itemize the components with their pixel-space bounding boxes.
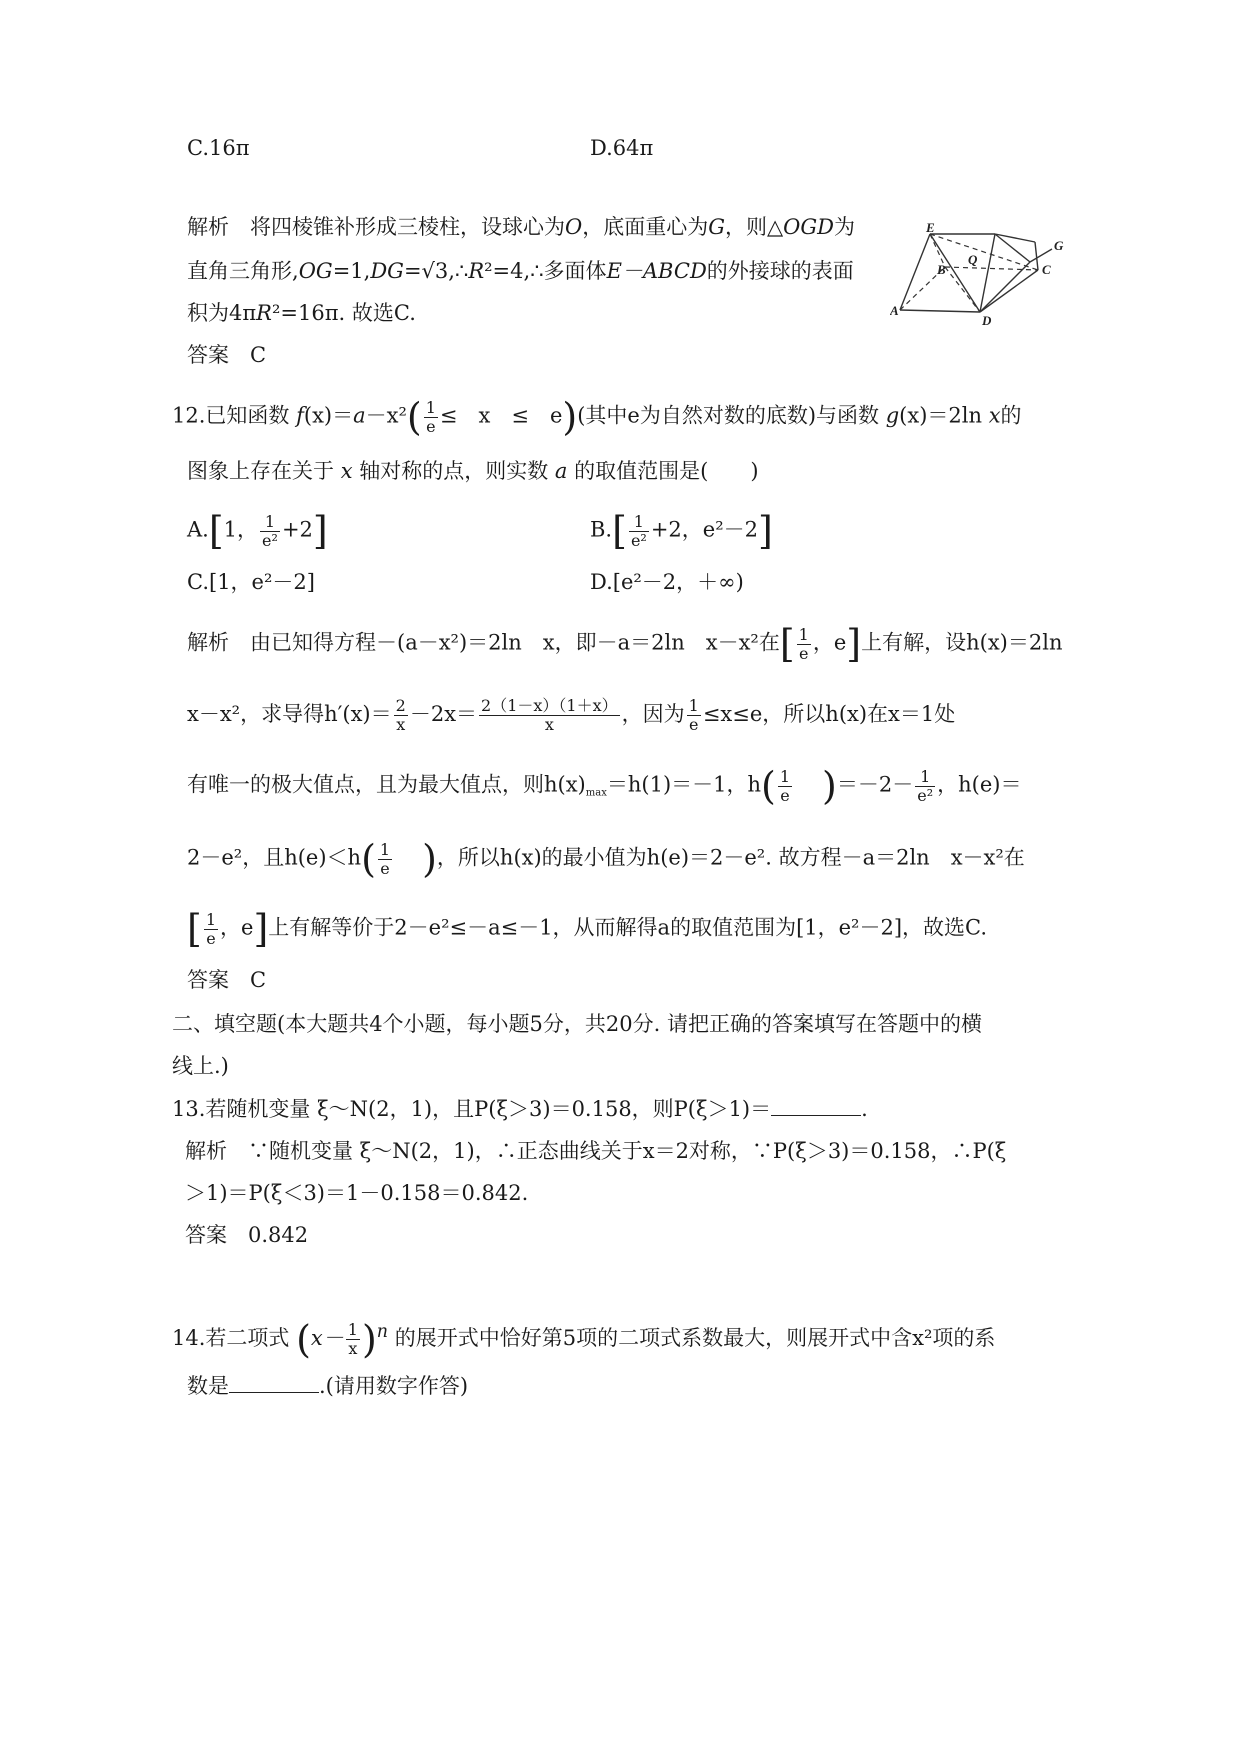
q12-option-a: A.[1， $\frac{1}{\text{e²}}$ +2]: [187, 509, 328, 553]
q12-stem-line-1: 12.已知函数 f(x)＝a－x²( $\frac{1}{e}$ ≤ x ≤ e)(其中e为自然对数的底数)与函数 g(x)＝2ln x的: [172, 395, 1022, 439]
label-D: D: [982, 313, 992, 328]
q13-answer: 答案 0.842: [185, 1223, 309, 1247]
q12-solution-line-2: x－x²，求导得h′(x)＝ $\frac{2}{x}$ －2x＝ $\frac{2(1-x)(1+x)}{x}$ ，因为 $\frac{1}{e}$ ≤x≤e，所以h(x)在x＝1处: [187, 696, 956, 734]
q11-solution-line-1: 解析 将四棱锥补形成三棱柱，设球心为O，底面重心为G，则△OGD为: [187, 215, 855, 239]
q11-answer: 答案 C: [187, 343, 267, 367]
q13-stem: 13.若随机变量 ξ～N(2，1)，且P(ξ＞3)＝0.158，则P(ξ＞1)＝ .: [172, 1097, 868, 1121]
label-G: G: [1054, 238, 1064, 253]
label-B: B: [937, 262, 946, 277]
prism-figure: [890, 222, 1090, 362]
option-d: D.64π: [590, 136, 654, 160]
q12-answer: 答案 C: [187, 968, 267, 992]
label-E: E: [926, 222, 935, 235]
q11-solution-line-2: 直角三角形,OG=1,DG=√3,∴R²=4,∴多面体E－ABCD的外接球的表面: [187, 259, 854, 283]
q13-solution-line-1: 解析 ∵随机变量 ξ～N(2，1)，∴正态曲线关于x＝2对称，∵P(ξ＞3)＝0.158，∴P(ξ: [185, 1139, 1007, 1163]
label-A: A: [890, 303, 899, 318]
section-2-heading-line-2: 线上.): [172, 1054, 229, 1078]
q14-stem-line-2: 数是 .(请用数字作答): [187, 1374, 469, 1398]
option-c: C.16π: [187, 136, 250, 160]
q12-solution-line-1: 解析 由已知得方程－(a－x²)＝2ln x，即－a＝2ln x－x²在[ $\frac{1}{e}$ ，e]上有解，设h(x)＝2ln: [187, 622, 1063, 666]
q12-solution-line-4: 2－e²，且h(e)＜h( $\frac{1}{e}$ )，所以h(x)的最小值为h(e)＝2－e². 故方程－a＝2ln x－x²在: [187, 837, 1025, 881]
q12-option-d: D.[e²－2，＋∞): [590, 570, 744, 594]
label-C: C: [1042, 262, 1051, 277]
q11-solution-line-3: 积为4πR²=16π. 故选C.: [187, 301, 416, 325]
q12-option-b: B.[ $\frac{1}{\text{e²}}$ +2，e²－2]: [590, 509, 773, 553]
q12-solution-line-3: 有唯一的极大值点，且为最大值点，则$h(x)_{max}=h(1)=-1$，h( $\frac{1}{e}$ )＝－2－ $\frac{1}{\text{e²}}$ ，h(e)＝: [187, 764, 1022, 808]
q14-stem-line-1: 14.若二项式 (x－ $\frac{1}{x}$ )$^n$ 的展开式中恰好第5项的二项式系数最大，则展开式中含x²项的系: [172, 1317, 996, 1362]
q12-solution-line-5: [ $\frac{1}{e}$ ，e]上有解等价于2－e²≤－a≤－1，从而解得a的取值范围为[1，e²－2]，故选C.: [187, 907, 988, 951]
q12-stem-line-2: 图象上存在关于 x 轴对称的点，则实数 a 的取值范围是( ): [187, 459, 759, 483]
section-2-heading-line-1: 二、填空题(本大题共4个小题，每小题5分，共20分. 请把正确的答案填写在答题中的横: [172, 1012, 982, 1036]
label-Q: Q: [968, 252, 978, 267]
q14-answer-blank[interactable]: [229, 1374, 319, 1393]
q13-solution-line-2: ＞1)＝P(ξ＜3)＝1－0.158＝0.842.: [185, 1181, 529, 1205]
q13-answer-blank[interactable]: [771, 1097, 861, 1116]
q12-option-c: C.[1，e²－2]: [187, 570, 315, 594]
